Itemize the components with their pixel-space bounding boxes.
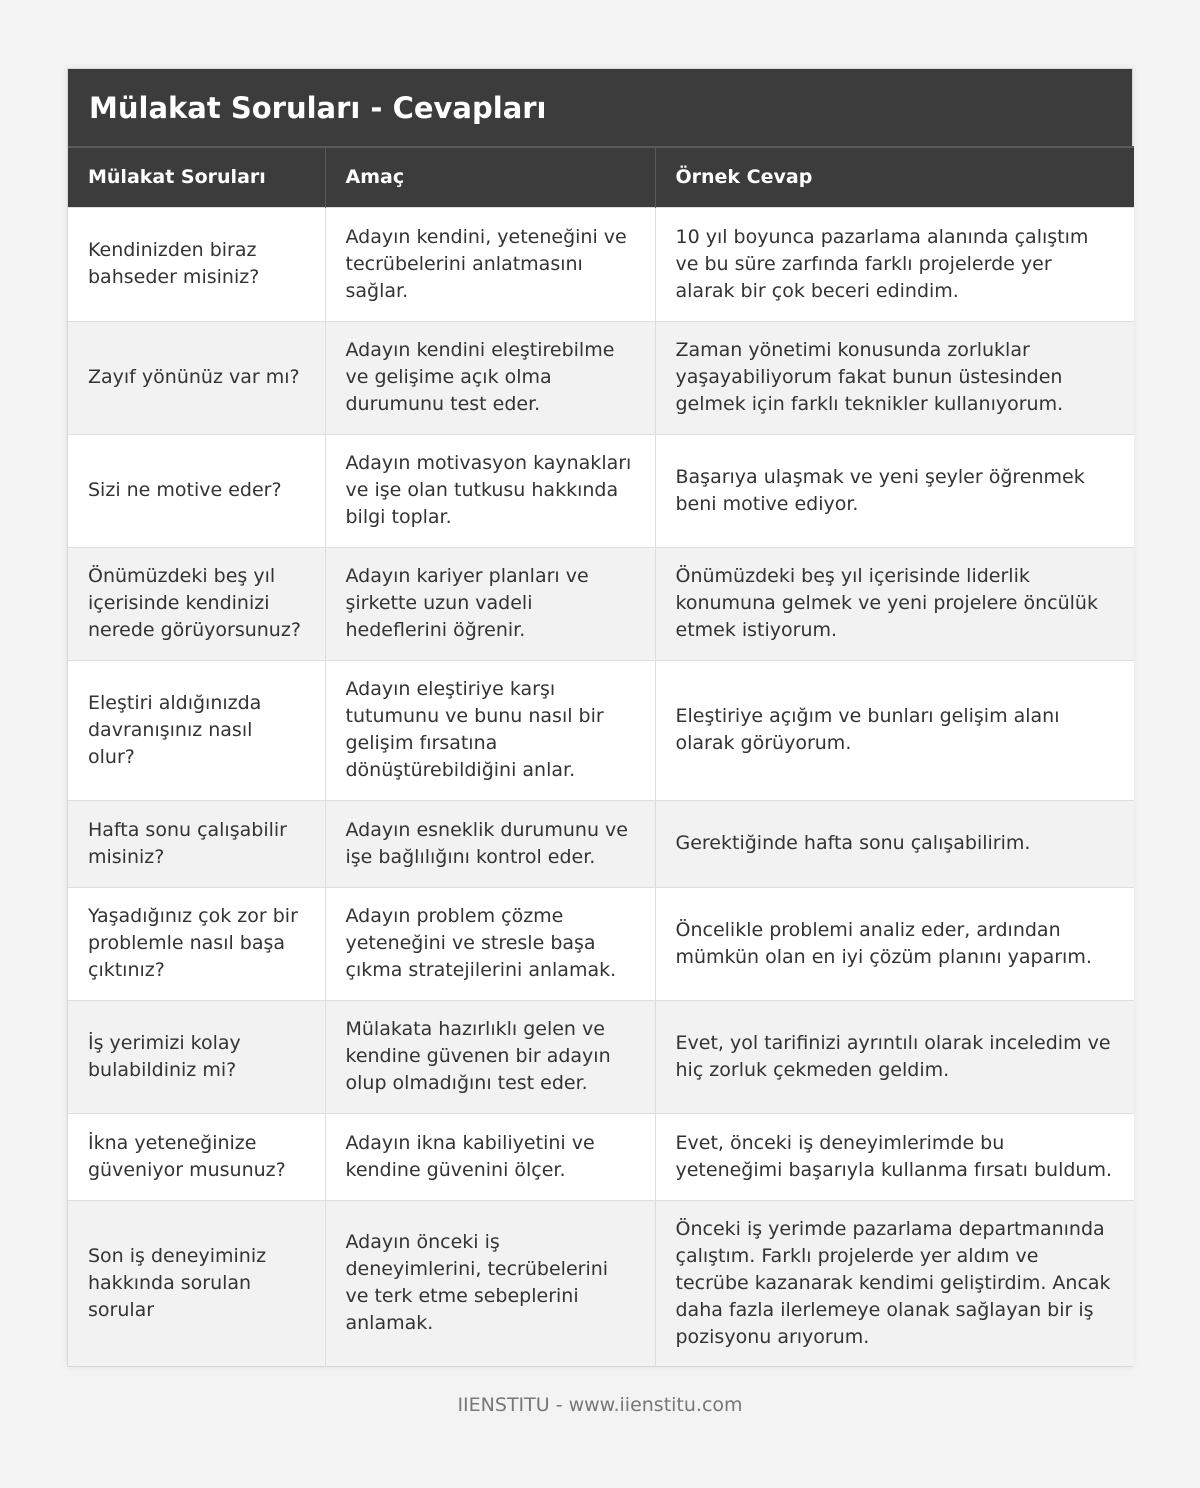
title-bar	[68, 69, 1132, 146]
cell-answer: Evet, önceki iş deneyimlerimde bu yeteneğimi başarıyla kullanma fırsatı buldum.	[655, 1113, 1134, 1200]
cell-purpose: Adayın eleştiriye karşı tutumunu ve bunu nasıl bir gelişim fırsatına dönüştürebildiğini anlar.	[325, 660, 655, 800]
table-row	[68, 321, 1134, 434]
table-row	[68, 887, 1134, 1000]
cell-question: Son iş deneyiminiz hakkında sorulan sorular	[68, 1200, 325, 1366]
cell-purpose: Adayın esneklik durumunu ve işe bağlılığını kontrol eder.	[325, 800, 655, 887]
column-header-purpose: Amaç	[325, 147, 655, 207]
qa-table	[68, 146, 1134, 1366]
cell-question: Yaşadığınız çok zor bir problemle nasıl başa çıktınız?	[68, 887, 325, 1000]
cell-question: Sizi ne motive eder?	[68, 434, 325, 547]
cell-answer: Eleştiriye açığım ve bunları gelişim alanı olarak görüyorum.	[655, 660, 1134, 800]
cell-purpose: Adayın kendini, yeteneğini ve tecrübelerini anlatmasını sağlar.	[325, 207, 655, 321]
table-row	[68, 1200, 1134, 1366]
cell-question: Zayıf yönünüz var mı?	[68, 321, 325, 434]
cell-answer: Zaman yönetimi konusunda zorluklar yaşayabiliyorum fakat bunun üstesinden gelmek için farklı teknikler kullanıyorum.	[655, 321, 1134, 434]
table-row	[68, 800, 1134, 887]
column-header-question: Mülakat Soruları	[68, 147, 325, 207]
cell-question: Hafta sonu çalışabilir misiniz?	[68, 800, 325, 887]
cell-answer: Gerektiğinde hafta sonu çalışabilirim.	[655, 800, 1134, 887]
footer-credit: IIENSTITU - www.iienstitu.com	[457, 1394, 743, 1416]
qa-card	[67, 68, 1133, 1367]
cell-purpose: Adayın önceki iş deneyimlerini, tecrübelerini ve terk etme sebeplerini anlamak.	[325, 1200, 655, 1366]
cell-question: İkna yeteneğinize güveniyor musunuz?	[68, 1113, 325, 1200]
table-row	[68, 1000, 1134, 1113]
cell-answer: Önümüzdeki beş yıl içerisinde liderlik konumuna gelmek ve yeni projelere öncülük etmek istiyorum.	[655, 547, 1134, 660]
cell-answer: Öncelikle problemi analiz eder, ardından mümkün olan en iyi çözüm planını yaparım.	[655, 887, 1134, 1000]
cell-purpose: Adayın problem çözme yeteneğini ve stresle başa çıkma stratejilerini anlamak.	[325, 887, 655, 1000]
cell-purpose: Adayın kendini eleştirebilme ve gelişime açık olma durumunu test eder.	[325, 321, 655, 434]
table-row	[68, 660, 1134, 800]
table-header-row	[68, 147, 1134, 207]
cell-purpose: Adayın motivasyon kaynakları ve işe olan tutkusu hakkında bilgi toplar.	[325, 434, 655, 547]
cell-purpose: Adayın ikna kabiliyetini ve kendine güvenini ölçer.	[325, 1113, 655, 1200]
cell-answer: Başarıya ulaşmak ve yeni şeyler öğrenmek beni motive ediyor.	[655, 434, 1134, 547]
cell-question: Eleştiri aldığınızda davranışınız nasıl olur?	[68, 660, 325, 800]
table-row	[68, 434, 1134, 547]
table-row	[68, 1113, 1134, 1200]
cell-question: Önümüzdeki beş yıl içerisinde kendinizi nerede görüyorsunuz?	[68, 547, 325, 660]
cell-answer: 10 yıl boyunca pazarlama alanında çalıştım ve bu süre zarfında farklı projelerde yer alarak bir çok beceri edindim.	[655, 207, 1134, 321]
table-row	[68, 547, 1134, 660]
table-row	[68, 207, 1134, 321]
column-header-answer: Örnek Cevap	[655, 147, 1134, 207]
cell-purpose: Adayın kariyer planları ve şirkette uzun vadeli hedeflerini öğrenir.	[325, 547, 655, 660]
cell-question: İş yerimizi kolay bulabildiniz mi?	[68, 1000, 325, 1113]
cell-purpose: Mülakata hazırlıklı gelen ve kendine güvenen bir adayın olup olmadığını test eder.	[325, 1000, 655, 1113]
cell-question: Kendinizden biraz bahseder misiniz?	[68, 207, 325, 321]
cell-answer: Evet, yol tarifinizi ayrıntılı olarak inceledim ve hiç zorluk çekmeden geldim.	[655, 1000, 1134, 1113]
page-title: Mülakat Soruları - Cevapları	[89, 90, 547, 125]
cell-answer: Önceki iş yerimde pazarlama departmanında çalıştım. Farklı projelerde yer aldım ve tecrübe kazanarak kendimi geliştirdim. Ancak daha fazla ilerlemeye olanak sağlayan bir iş pozisyonu arıyorum.	[655, 1200, 1134, 1366]
